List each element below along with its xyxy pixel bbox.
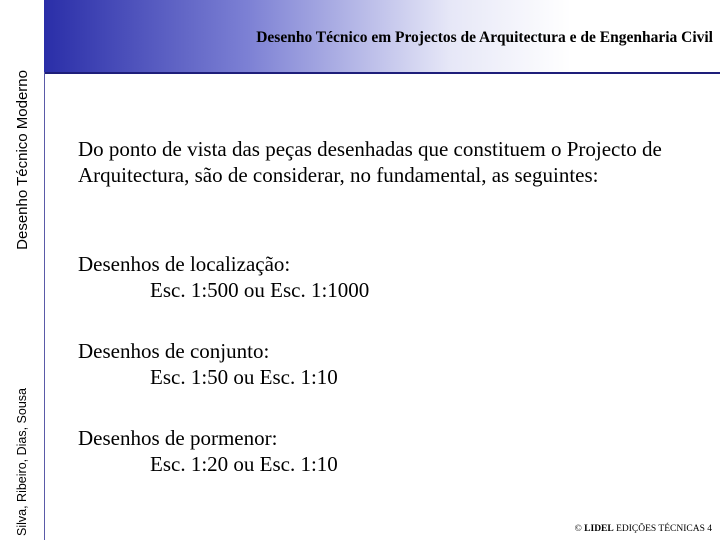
item-scale: Esc. 1:50 ou Esc. 1:10 — [150, 365, 338, 389]
copyright-symbol: © — [574, 524, 582, 534]
list-item-localizacao — [78, 251, 678, 303]
header-banner — [44, 0, 720, 74]
item-scale: Esc. 1:500 ou Esc. 1:1000 — [150, 278, 370, 302]
book-title-text: Desenho Técnico Moderno — [13, 70, 31, 250]
intro-paragraph: Do ponto de vista das peças desenhadas que constituem o Projecto de Arquitectura, são de considerar, no fundamental, as seguintes: — [78, 137, 662, 187]
item-scale: Esc. 1:20 ou Esc. 1:10 — [150, 452, 338, 476]
left-divider — [44, 72, 45, 540]
list-item-conjunto — [78, 338, 678, 390]
item-label: Desenhos de pormenor: — [78, 426, 278, 450]
footer-credit — [575, 524, 712, 534]
publisher-name: EDIÇÕES TÉCNICAS — [616, 524, 705, 534]
list-item-pormenor — [78, 425, 678, 477]
publisher-brand: LIDEL — [584, 524, 614, 534]
authors-text: Silva, Ribeiro, Dias, Sousa — [15, 388, 29, 536]
item-label: Desenhos de conjunto: — [78, 339, 270, 363]
vertical-authors — [0, 320, 44, 536]
page-number: 4 — [707, 524, 712, 534]
vertical-book-title — [0, 0, 44, 250]
item-label: Desenhos de localização: — [78, 252, 291, 276]
slide-header-title: Desenho Técnico em Projectos de Arquitectura e de Engenharia Civil — [256, 29, 713, 46]
